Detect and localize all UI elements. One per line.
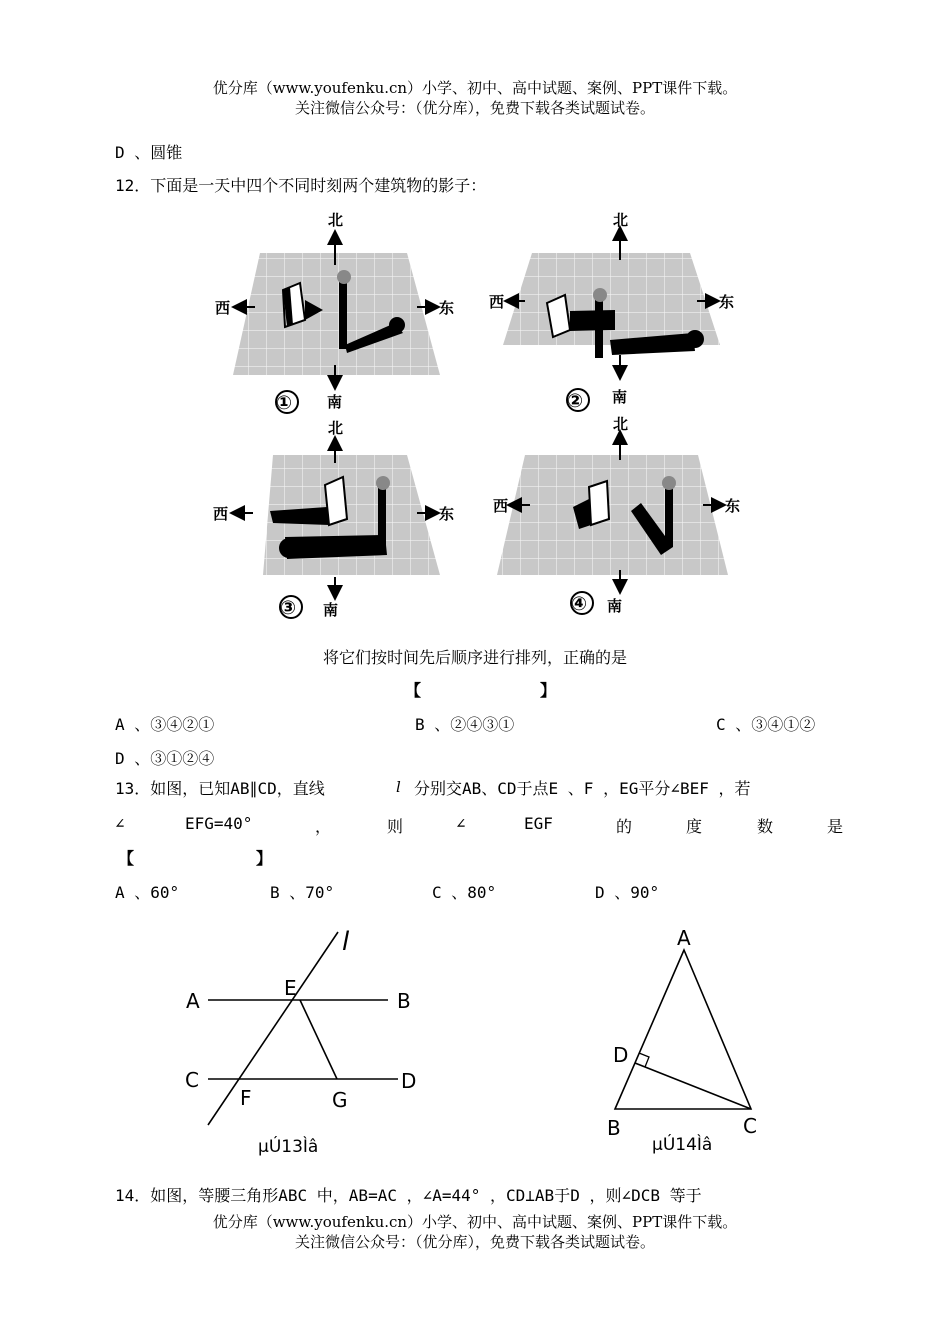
label-e: E [284, 976, 297, 1000]
panel3-east-label: 东 [439, 505, 455, 523]
page-header-line2: 关注微信公众号：（优分库），免费下载各类试题试卷。 [294, 99, 655, 117]
q12-option-b: B 、②④③① [415, 715, 515, 734]
label-g: G [332, 1088, 348, 1112]
panel4-south-label: 南 [607, 597, 623, 615]
q14-stem: 14．如图，等腰三角形ABC 中，AB=AC ，∠A=44° ，CD⊥AB于D ，则∠DCB 等于 [115, 1186, 702, 1205]
fig13-diagram [170, 920, 460, 1165]
q13-row2-3: 则 [387, 817, 404, 836]
q13-row2-4: ∠ [456, 814, 466, 833]
q13-stem-a: 13．如图，已知AB∥CD，直线 [115, 779, 325, 798]
q13-bracket-right: 】 [256, 849, 273, 868]
panel1-number: ① [276, 392, 293, 414]
shadow-panel-2 [489, 211, 734, 412]
panel4-east-label: 东 [725, 497, 741, 515]
panel1-west-label: 西 [215, 299, 231, 317]
panel1-east-label: 东 [439, 299, 455, 317]
q13-option-c: C 、80° [432, 883, 497, 902]
q13-bracket-left: 【 [118, 849, 135, 868]
q12-bracket-left: 【 [405, 681, 422, 700]
panel1-north-label: 北 [328, 211, 344, 229]
panel2-south-label: 南 [612, 388, 628, 406]
label-c: C [185, 1068, 199, 1092]
panel2-east-label: 东 [719, 293, 735, 311]
panel3-north-label: 北 [328, 419, 344, 437]
q13-option-b: B 、70° [270, 883, 335, 902]
q13-stem-l: l [396, 778, 401, 796]
label-b: B [607, 1116, 621, 1140]
q13-row2-9: 是 [827, 817, 844, 836]
fig14-diagram [595, 920, 795, 1160]
label-l: l [342, 927, 350, 957]
panel3-west-label: 西 [213, 505, 229, 523]
q13-option-a: A 、60° [115, 883, 180, 902]
q13-row2-7: 度 [686, 817, 703, 836]
q13-row2-1: EFG=40° [185, 814, 253, 833]
panel2-west-label: 西 [489, 293, 505, 311]
q12-option-d: D 、③①②④ [115, 749, 215, 768]
page-footer-line1: 优分库（www.youfenku.cn）小学、初中、高中试题、案例、PPT课件下载。 [212, 1213, 738, 1231]
label-a: A [677, 926, 691, 950]
shadow-panel-4 [493, 415, 740, 615]
q12-prompt: 将它们按时间先后顺序进行排列，正确的是 [322, 648, 627, 667]
q13-row2-8: 数 [757, 817, 774, 836]
page-header-line1: 优分库（www.youfenku.cn）小学、初中、高中试题、案例、PPT课件下载。 [212, 79, 738, 97]
panel4-number: ④ [571, 593, 588, 615]
q12-bracket-right: 】 [540, 681, 557, 700]
panel2-north-label: 北 [613, 211, 629, 229]
label-d: D [401, 1069, 417, 1093]
q11-option-d: D 、圆锥 [115, 143, 183, 162]
panel3-number: ③ [280, 597, 297, 619]
q13-row2-5: EGF [524, 814, 553, 833]
q13-row2-0: ∠ [115, 814, 125, 833]
label-f: F [240, 1086, 252, 1110]
fig14-caption: µÚ14Ìâ [652, 1135, 713, 1155]
line-l [208, 932, 338, 1125]
shadow-panel-3 [213, 419, 454, 619]
q12-shadow-figure [195, 205, 765, 625]
label-a: A [186, 989, 200, 1013]
q12-option-a: A 、③④②① [115, 715, 215, 734]
panel4-west-label: 西 [493, 497, 509, 515]
fig13-caption: µÚ13Ìâ [258, 1137, 319, 1157]
segment-cd [635, 1063, 751, 1109]
panel3-south-label: 南 [323, 601, 339, 619]
label-c: C [743, 1114, 757, 1138]
q13-option-d: D 、90° [595, 883, 660, 902]
page-footer-line2: 关注微信公众号：（优分库），免费下载各类试题试卷。 [294, 1233, 655, 1251]
triangle-abc [615, 950, 751, 1109]
panel2-number: ② [567, 390, 584, 412]
shadow-panel-1 [215, 211, 454, 414]
label-d: D [613, 1043, 629, 1067]
q13-row2-2: ， [315, 817, 332, 836]
q13-row2-6: 的 [616, 817, 633, 836]
panel1-south-label: 南 [327, 393, 343, 411]
segment-eg [300, 1000, 337, 1079]
q13-stem-b: 分别交AB、CD于点E 、F ，EG平分∠BEF ，若 [414, 779, 751, 798]
label-b: B [397, 989, 411, 1013]
panel4-north-label: 北 [613, 415, 629, 433]
q12-option-c: C 、③④①② [716, 715, 816, 734]
q12-stem: 12．下面是一天中四个不同时刻两个建筑物的影子： [115, 176, 487, 195]
